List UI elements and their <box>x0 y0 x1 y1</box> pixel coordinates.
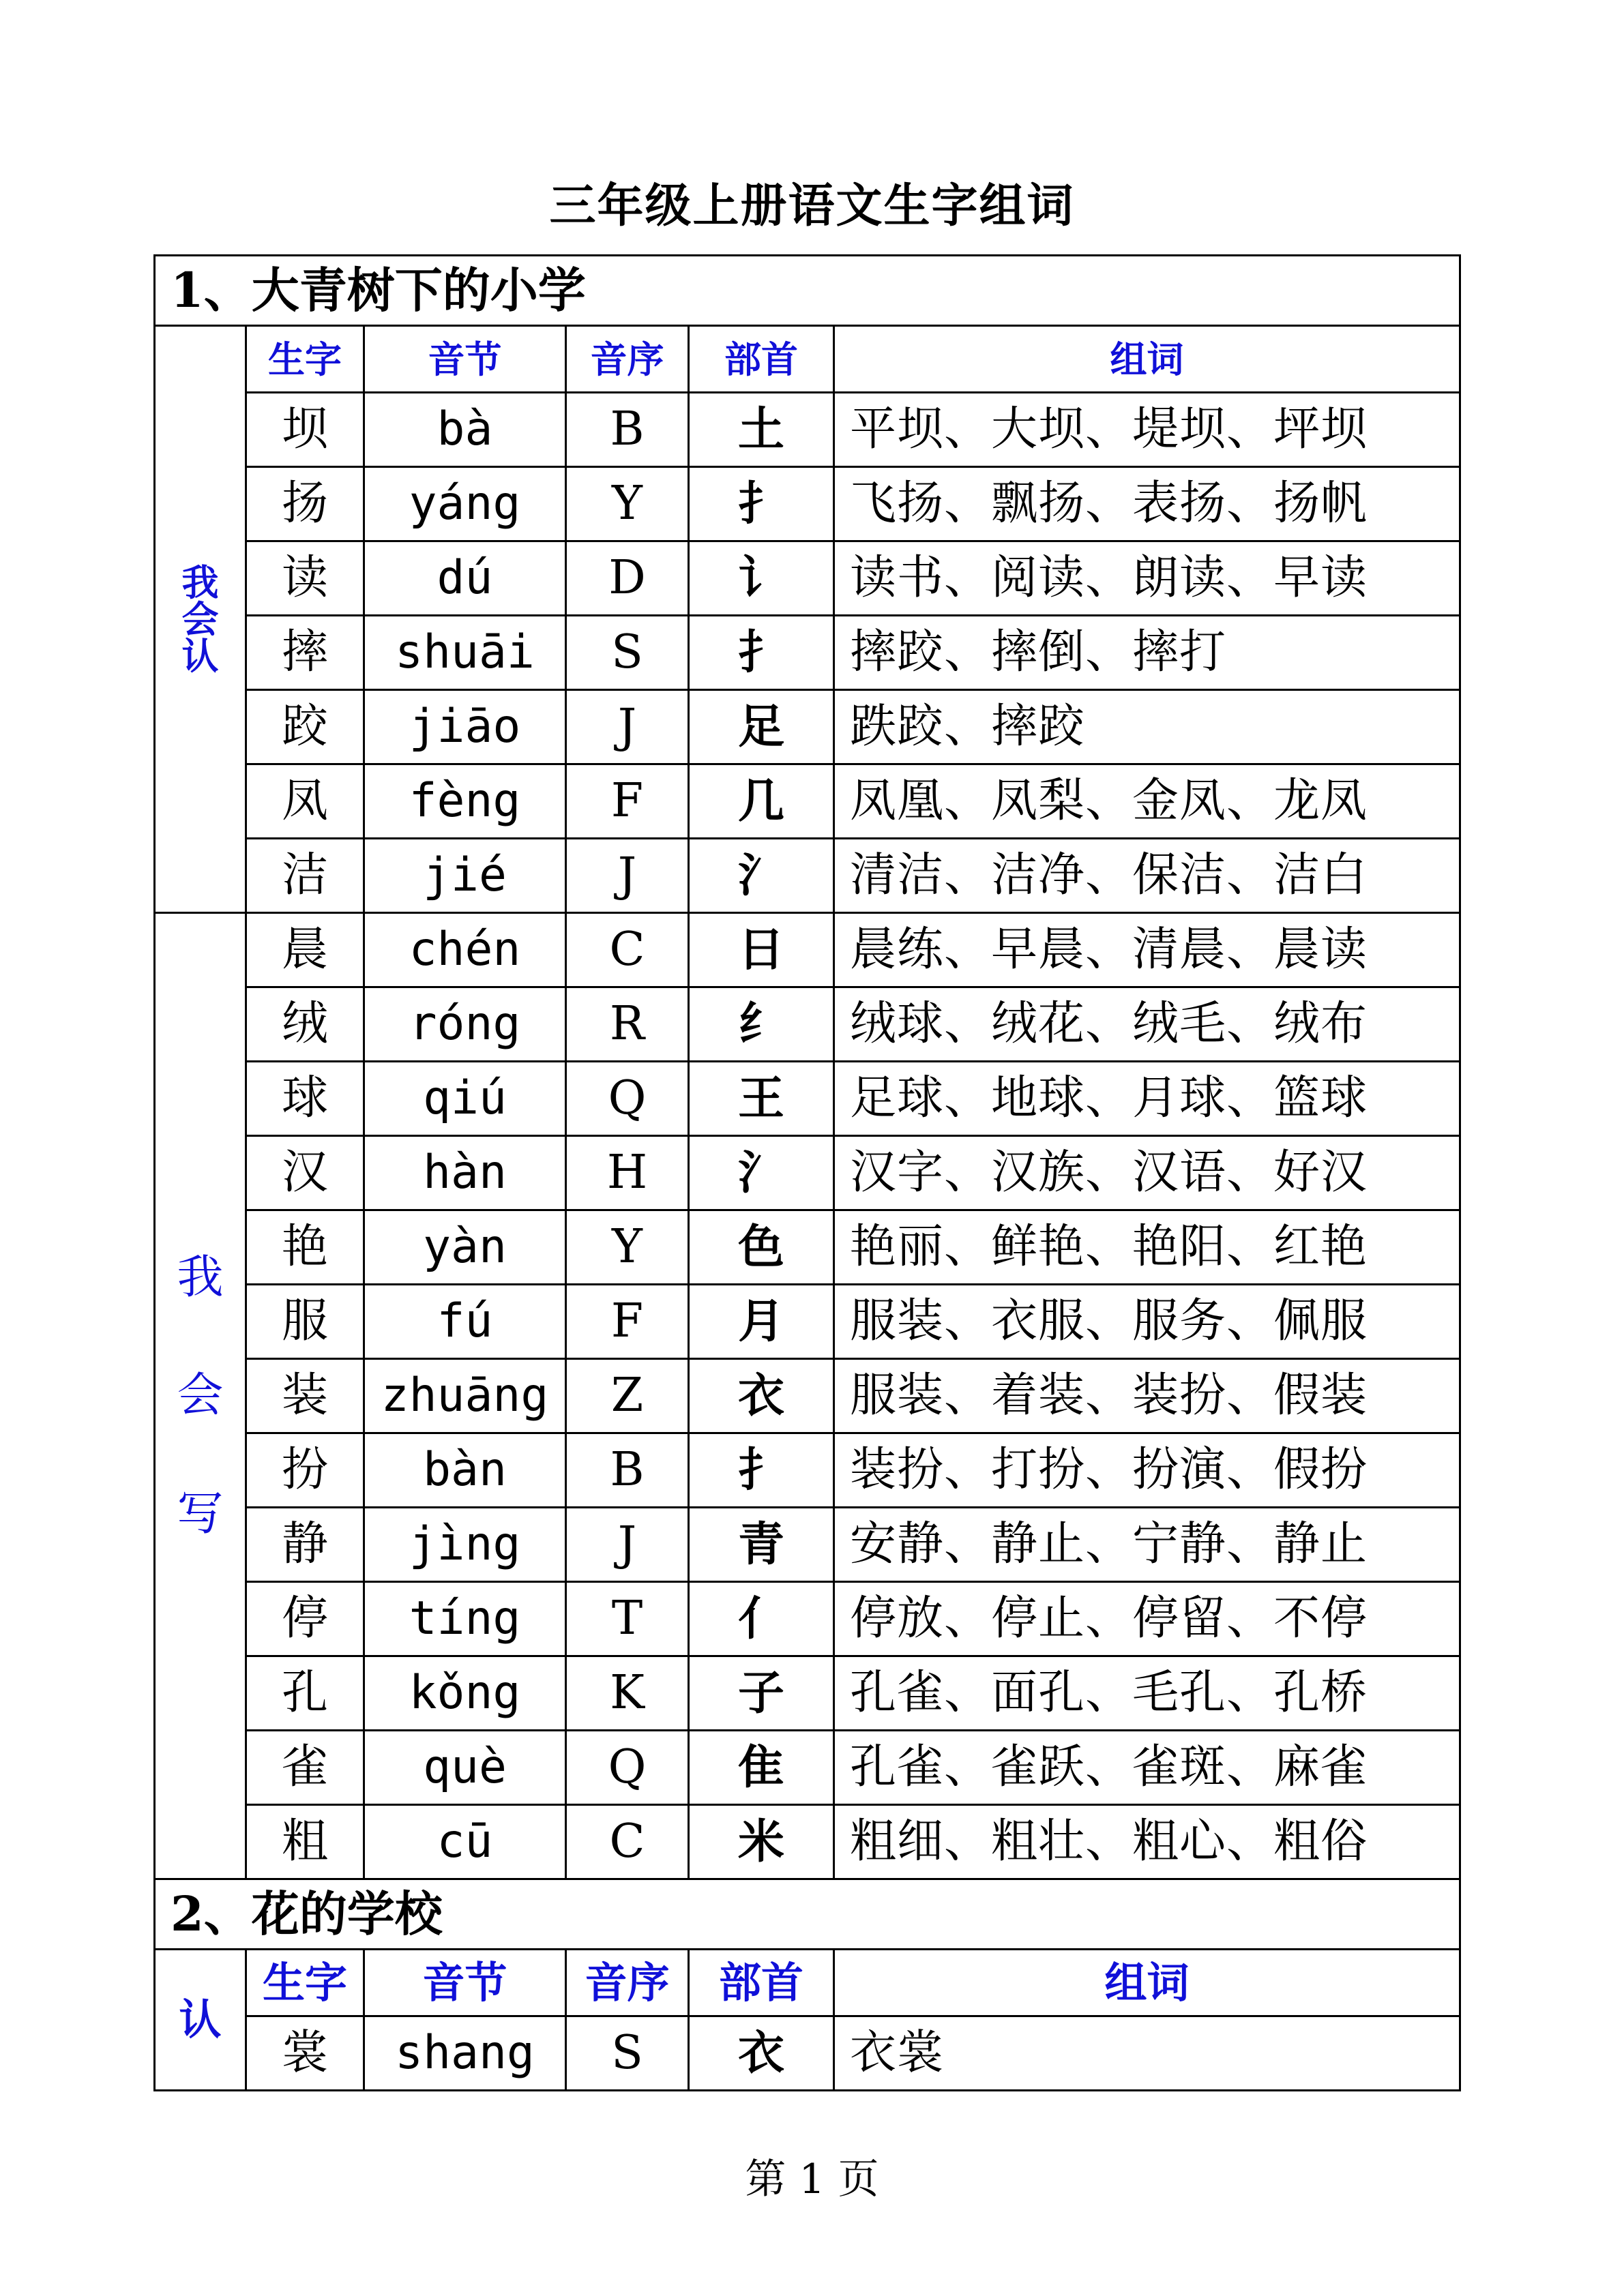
pinyin-cell: yáng <box>364 467 566 541</box>
vocab-row <box>155 1136 1460 1210</box>
category-label <box>155 326 246 913</box>
words-cell: 晨练、早晨、清晨、晨读 <box>834 913 1460 987</box>
radical-cell: 米 <box>689 1805 834 1879</box>
words-cell: 平坝、大坝、堤坝、坪坝 <box>834 393 1460 467</box>
char-cell: 艳 <box>246 1210 364 1285</box>
order-cell: Z <box>566 1359 689 1433</box>
pinyin-cell: fèng <box>364 764 566 839</box>
order-cell: Y <box>566 1210 689 1285</box>
category-label <box>155 913 246 1879</box>
column-header: 音节 <box>364 1950 566 2016</box>
vocab-row <box>155 1285 1460 1359</box>
words-cell: 服装、着装、装扮、假装 <box>834 1359 1460 1433</box>
pinyin-cell: dú <box>364 541 566 616</box>
pinyin-cell: bàn <box>364 1433 566 1508</box>
order-cell: J <box>566 839 689 913</box>
page-footer: 第 1 页 <box>745 2156 879 2203</box>
char-cell: 雀 <box>246 1731 364 1805</box>
char-cell: 裳 <box>246 2016 364 2091</box>
radical-cell: 几 <box>689 764 834 839</box>
document-title: 三年级上册语文生字组词 <box>549 179 1075 233</box>
pinyin-cell: qiú <box>364 1062 566 1136</box>
char-cell: 读 <box>246 541 364 616</box>
lesson-title: 1、大青树下的小学 <box>155 256 1460 326</box>
words-cell: 艳丽、鲜艳、艳阳、红艳 <box>834 1210 1460 1285</box>
words-cell: 跌跤、摔跤 <box>834 690 1460 764</box>
category-char: 我 <box>181 561 219 604</box>
words-cell: 绒球、绒花、绒毛、绒布 <box>834 987 1460 1062</box>
char-cell: 绒 <box>246 987 364 1062</box>
char-cell: 晨 <box>246 913 364 987</box>
category-char: 我 <box>177 1250 224 1304</box>
char-cell: 坝 <box>246 393 364 467</box>
radical-cell: 氵 <box>689 1136 834 1210</box>
char-cell: 摔 <box>246 616 364 690</box>
category-char: 认 <box>179 1995 222 2044</box>
words-cell: 服装、衣服、服务、佩服 <box>834 1285 1460 1359</box>
vocab-row <box>155 690 1460 764</box>
pinyin-cell: fú <box>364 1285 566 1359</box>
lesson-title: 2、花的学校 <box>155 1879 1460 1950</box>
lesson-title-row <box>155 1879 1460 1950</box>
vocab-row <box>155 913 1460 987</box>
vocab-row <box>155 839 1460 913</box>
category-char: 认 <box>181 634 219 678</box>
char-cell: 洁 <box>246 839 364 913</box>
words-cell: 装扮、打扮、扮演、假扮 <box>834 1433 1460 1508</box>
radical-cell: 氵 <box>689 839 834 913</box>
category-char: 会 <box>181 597 219 641</box>
radical-cell: 衣 <box>689 1359 834 1433</box>
vocab-row <box>155 393 1460 467</box>
char-cell: 装 <box>246 1359 364 1433</box>
pinyin-cell: jìng <box>364 1508 566 1582</box>
column-header: 音序 <box>566 326 689 393</box>
radical-cell: 扌 <box>689 1433 834 1508</box>
pinyin-cell: shuāi <box>364 616 566 690</box>
words-cell: 读书、阅读、朗读、早读 <box>834 541 1460 616</box>
order-cell: D <box>566 541 689 616</box>
radical-cell: 亻 <box>689 1582 834 1656</box>
radical-cell: 日 <box>689 913 834 987</box>
radical-cell: 纟 <box>689 987 834 1062</box>
words-cell: 飞扬、飘扬、表扬、扬帆 <box>834 467 1460 541</box>
pinyin-cell: jiāo <box>364 690 566 764</box>
order-cell: F <box>566 1285 689 1359</box>
order-cell: B <box>566 1433 689 1508</box>
pinyin-cell: chén <box>364 913 566 987</box>
order-cell: T <box>566 1582 689 1656</box>
char-cell: 扮 <box>246 1433 364 1508</box>
lesson-title-row <box>155 256 1460 326</box>
radical-cell: 讠 <box>689 541 834 616</box>
order-cell: J <box>566 1508 689 1582</box>
radical-cell: 足 <box>689 690 834 764</box>
words-cell: 足球、地球、月球、篮球 <box>834 1062 1460 1136</box>
category-label <box>155 1950 246 2091</box>
pinyin-cell: shang <box>364 2016 566 2091</box>
char-cell: 停 <box>246 1582 364 1656</box>
vocab-row <box>155 1508 1460 1582</box>
words-cell: 清洁、洁净、保洁、洁白 <box>834 839 1460 913</box>
vocab-row <box>155 1582 1460 1656</box>
pinyin-cell: cū <box>364 1805 566 1879</box>
pinyin-cell: tíng <box>364 1582 566 1656</box>
pinyin-cell: yàn <box>364 1210 566 1285</box>
words-cell: 摔跤、摔倒、摔打 <box>834 616 1460 690</box>
column-header-row <box>155 326 1460 393</box>
vocabulary-table <box>153 254 1461 2091</box>
vocab-row <box>155 467 1460 541</box>
column-header: 音节 <box>364 326 566 393</box>
order-cell: R <box>566 987 689 1062</box>
pinyin-cell: zhuāng <box>364 1359 566 1433</box>
order-cell: F <box>566 764 689 839</box>
char-cell: 凤 <box>246 764 364 839</box>
order-cell: S <box>566 2016 689 2091</box>
char-cell: 静 <box>246 1508 364 1582</box>
vocab-row <box>155 1210 1460 1285</box>
vocab-row <box>155 1433 1460 1508</box>
column-header: 部首 <box>689 326 834 393</box>
vocab-row <box>155 764 1460 839</box>
pinyin-cell: kǒng <box>364 1656 566 1731</box>
char-cell: 服 <box>246 1285 364 1359</box>
order-cell: K <box>566 1656 689 1731</box>
column-header: 部首 <box>689 1950 834 2016</box>
char-cell: 球 <box>246 1062 364 1136</box>
vocab-row <box>155 1731 1460 1805</box>
pinyin-cell: róng <box>364 987 566 1062</box>
char-cell: 孔 <box>246 1656 364 1731</box>
column-header: 生字 <box>246 1950 364 2016</box>
category-char: 会 <box>177 1369 224 1423</box>
words-cell: 孔雀、面孔、毛孔、孔桥 <box>834 1656 1460 1731</box>
words-cell: 凤凰、凤梨、金凤、龙凤 <box>834 764 1460 839</box>
column-header-row <box>155 1950 1460 2016</box>
words-cell: 粗细、粗壮、粗心、粗俗 <box>834 1805 1460 1879</box>
pinyin-cell: bà <box>364 393 566 467</box>
column-header: 生字 <box>246 326 364 393</box>
order-cell: S <box>566 616 689 690</box>
category-char: 写 <box>177 1487 224 1541</box>
column-header: 组词 <box>834 1950 1460 2016</box>
radical-cell: 扌 <box>689 467 834 541</box>
vocab-row <box>155 2016 1460 2091</box>
words-cell: 安静、静止、宁静、静止 <box>834 1508 1460 1582</box>
pinyin-cell: què <box>364 1731 566 1805</box>
radical-cell: 月 <box>689 1285 834 1359</box>
order-cell: H <box>566 1136 689 1210</box>
vocab-row <box>155 1656 1460 1731</box>
pinyin-cell: hàn <box>364 1136 566 1210</box>
char-cell: 汉 <box>246 1136 364 1210</box>
order-cell: Y <box>566 467 689 541</box>
radical-cell: 扌 <box>689 616 834 690</box>
vocab-row <box>155 541 1460 616</box>
char-cell: 扬 <box>246 467 364 541</box>
order-cell: Q <box>566 1062 689 1136</box>
pinyin-cell: jié <box>364 839 566 913</box>
vocab-row <box>155 1359 1460 1433</box>
radical-cell: 王 <box>689 1062 834 1136</box>
radical-cell: 隹 <box>689 1731 834 1805</box>
vocab-row <box>155 1805 1460 1879</box>
vocab-row <box>155 1062 1460 1136</box>
char-cell: 跤 <box>246 690 364 764</box>
order-cell: Q <box>566 1731 689 1805</box>
words-cell: 停放、停止、停留、不停 <box>834 1582 1460 1656</box>
radical-cell: 子 <box>689 1656 834 1731</box>
words-cell: 孔雀、雀跃、雀斑、麻雀 <box>834 1731 1460 1805</box>
words-cell: 衣裳 <box>834 2016 1460 2091</box>
radical-cell: 土 <box>689 393 834 467</box>
radical-cell: 色 <box>689 1210 834 1285</box>
order-cell: J <box>566 690 689 764</box>
radical-cell: 衣 <box>689 2016 834 2091</box>
column-header: 组词 <box>834 326 1460 393</box>
vocab-row <box>155 987 1460 1062</box>
vocab-row <box>155 616 1460 690</box>
order-cell: C <box>566 913 689 987</box>
radical-cell: 青 <box>689 1508 834 1582</box>
column-header: 音序 <box>566 1950 689 2016</box>
char-cell: 粗 <box>246 1805 364 1879</box>
words-cell: 汉字、汉族、汉语、好汉 <box>834 1136 1460 1210</box>
order-cell: C <box>566 1805 689 1879</box>
order-cell: B <box>566 393 689 467</box>
